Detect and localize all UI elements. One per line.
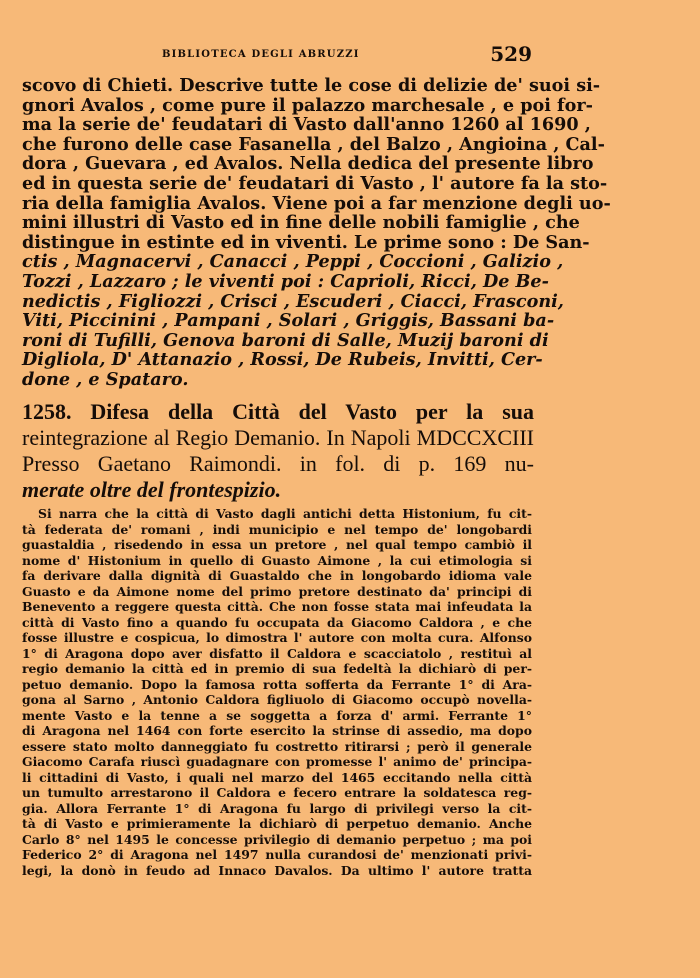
note-line: essere stato molto danneggiato fu costretto ritirarsi ; però il generale: [22, 738, 532, 754]
body-line: dora , Guevara , ed Avalos. Nella dedica del presente libro: [22, 153, 594, 175]
note-line: li cittadini di Vasto, i quali nel marzo del 1465 eccitando nella città: [22, 769, 532, 785]
entry-line: Presso Gaetano Raimondi. in fol. di p. 169 nu-: [22, 451, 534, 476]
note-line: Federico 2° di Aragona nel 1497 nulla curandosi de' menzionati privi-: [22, 847, 532, 862]
bibliographic-entry: [22, 399, 534, 503]
body-line-italic: roni di Tufilli, Genova baroni di Salle, Muzij baroni di: [22, 329, 549, 351]
note-line: guastaldia , risedendo in essa un pretore , nel qual tempo cambiò il: [22, 537, 532, 552]
note-line: di Aragona nel 1464 con forte esercito la strinse di assedio, ma dopo: [22, 723, 532, 738]
entry-line: 1258. Difesa della Città del Vasto per la sua: [22, 399, 534, 424]
note-line: gia. Allora Ferrante 1° di Aragona fu largo di privilegi verso la cit-: [22, 800, 532, 816]
note-line: città di Vasto fino a quando fu occupata da Giacomo Caldora , e che: [22, 614, 532, 630]
body-line: gnori Avalos , come pure il palazzo marchesale , e poi for-: [22, 94, 593, 116]
note-line: tà federata de' romani , indi municipio e nel tempo de' longobardi: [22, 521, 532, 537]
note-line: mente Vasto e la tenne a se soggetta a forza d' armi. Ferrante 1°: [22, 707, 532, 723]
note-line: 1° di Aragona dopo aver disfatto il Caldora e scacciatolo , restituì al: [22, 645, 532, 661]
note-line: petuo demanio. Dopo la famosa rotta sofferta da Ferrante 1° di Ara-: [22, 676, 532, 692]
body-line-italic: Viti, Piccinini , Pampani , Solari , Griggis, Bassani ba-: [22, 310, 555, 332]
body-line: ed in questa serie de' feudatari di Vasto , l' autore fa la sto-: [22, 172, 608, 194]
body-line: ma la serie de' feudatari di Vasto dall'anno 1260 al 1690 ,: [22, 114, 591, 136]
body-line-italic: done , e Spataro.: [22, 368, 189, 390]
body-line: distingue in estinte ed in viventi. Le prime sono : De San-: [22, 231, 590, 253]
note-line: Carlo 8° nel 1495 le concesse privilegio di demanio perpetuo ; ma poi: [22, 831, 532, 847]
entry-line: reintegrazione al Regio Demanio. In Napoli MDCCXCIII: [22, 425, 534, 450]
entry-line-italic: merate oltre del frontespizio.: [22, 477, 282, 502]
running-title: BIBLIOTECA DEGLI ABRUZZI: [162, 49, 360, 60]
note-line: Benevento a reggere questa città. Che non fosse stata mai infeudata la: [22, 599, 532, 614]
page-number: 529: [490, 42, 532, 66]
entry-annotation: [22, 506, 532, 878]
note-line: regio demanio la città ed in premio di sua fedeltà la dichiarò di per-: [22, 661, 532, 676]
body-line-italic: Tozzi , Lazzaro ; le viventi poi : Caprioli, Ricci, De Be-: [22, 270, 549, 292]
note-line: gona al Sarno , Antonio Caldora figliuolo di Giacomo occupò novella-: [22, 692, 532, 707]
note-line: legi, la donò in feudo ad Innaco Davalos. Da ultimo l' autore tratta: [22, 862, 532, 878]
note-line: fosse illustre e cospicua, lo dimostra l' autore con molta cura. Alfonso: [22, 630, 532, 645]
note-line: nome d' Histonium in quello di Guasto Aimone , la cui etimologia si: [22, 552, 532, 568]
body-line: scovo di Chieti. Descrive tutte le cose di delizie de' suoi si-: [22, 75, 601, 96]
body-line-italic: ctis , Magnacervi , Canacci , Peppi , Coccioni , Galizio ,: [22, 251, 564, 273]
page-header: [22, 42, 532, 68]
body-line-italic: nedictis , Figliozzi , Crisci , Escuderi , Ciacci, Frasconi,: [22, 290, 564, 312]
body-paragraph: [22, 75, 611, 390]
body-line: mini illustri di Vasto ed in fine delle nobili famiglie , che: [22, 212, 580, 234]
note-line: fa derivare dalla dignità di Guastaldo che in longobardo idioma vale: [22, 568, 532, 583]
note-line: Si narra che la città di Vasto dagli antichi detta Histonium, fu cit-: [38, 506, 532, 521]
note-line: tà di Vasto e primieramente la dichiarò di perpetuo demanio. Anche: [22, 816, 532, 831]
body-line: che furono delle case Fasanella , del Balzo , Angioina , Cal-: [22, 133, 605, 155]
body-line-italic: Digliola, D' Attanazio , Rossi, De Rubeis, Invitti, Cer-: [22, 349, 543, 371]
note-line: Giacomo Carafa riuscì guadagnare con promesse l' animo de' principa-: [22, 754, 532, 769]
note-line: un tumulto arrestarono il Caldora e fecero entrare la soldatesca reg-: [22, 785, 532, 800]
note-line: Guasto e da Aimone nome del primo pretore destinato da' principi di: [22, 583, 532, 599]
body-line: ria della famiglia Avalos. Viene poi a far menzione degli uo-: [22, 192, 611, 214]
